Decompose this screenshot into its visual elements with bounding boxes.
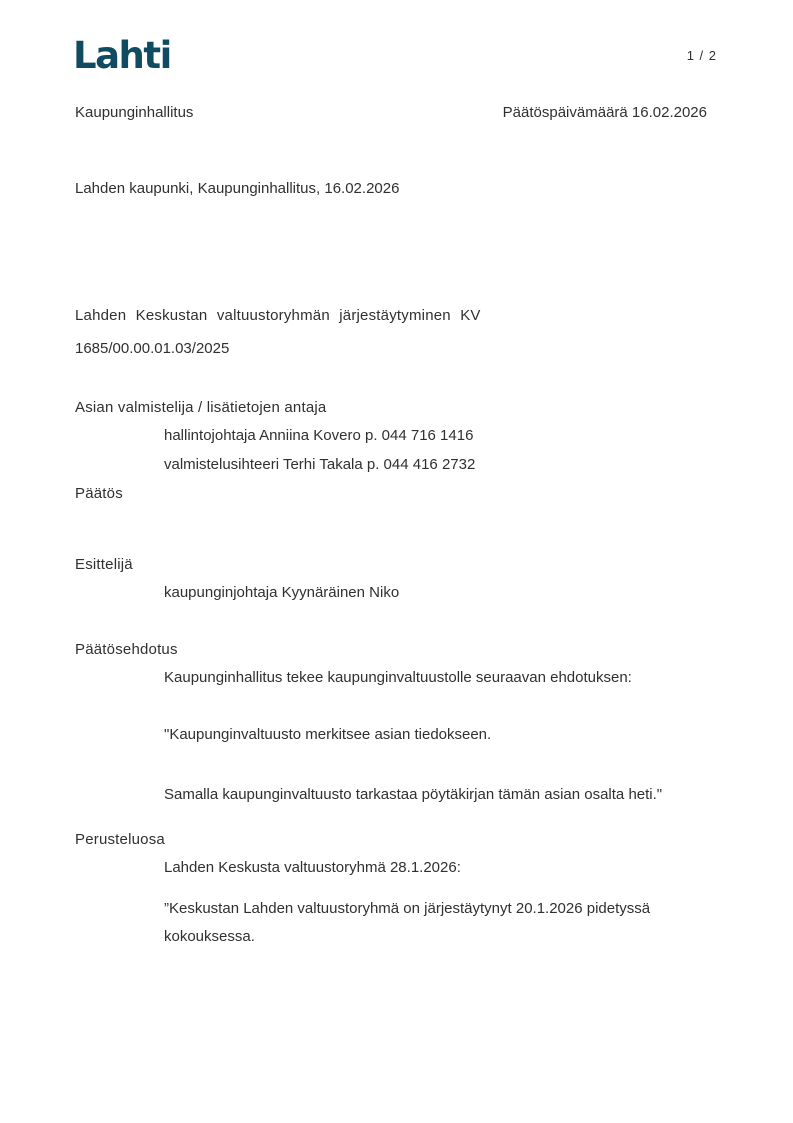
- case-reference: 1685/00.00.01.03/2025: [75, 340, 230, 357]
- preparer-line: valmistelusihteeri Terhi Takala p. 044 416 2732: [164, 456, 476, 473]
- section-label-decision: Päätös: [75, 485, 123, 502]
- rationale-line: Lahden Keskusta valtuustoryhmä 28.1.2026:: [164, 859, 461, 876]
- proposal-line: Kaupunginhallitus tekee kaupunginvaltuustolle seuraavan ehdotuksen:: [164, 669, 632, 686]
- lahti-logo: Lahti: [73, 34, 171, 77]
- section-label-presenter: Esittelijä: [75, 556, 133, 573]
- decision-date: Päätöspäivämäärä 16.02.2026: [502, 104, 707, 121]
- page-number: 1 / 2: [686, 48, 717, 63]
- proposal-line: Samalla kaupunginvaltuusto tarkastaa pöytäkirjan tämän asian osalta heti.": [164, 786, 663, 803]
- case-title: Lahden Keskustan valtuustoryhmän järjestäytyminen KV: [75, 307, 481, 324]
- proposal-line: "Kaupunginvaltuusto merkitsee asian tiedokseen.: [164, 726, 492, 743]
- rationale-line: ”Keskustan Lahden valtuustoryhmä on järjestäytynyt 20.1.2026 pidetyssä: [164, 900, 651, 917]
- preparer-line: hallintojohtaja Anniina Kovero p. 044 716 1416: [164, 427, 474, 444]
- document-subheader: Lahden kaupunki, Kaupunginhallitus, 16.02.2026: [75, 180, 400, 197]
- section-label-proposal: Päätösehdotus: [75, 641, 178, 658]
- section-label-rationale: Perusteluosa: [75, 831, 165, 848]
- presenter-line: kaupunginjohtaja Kyynäräinen Niko: [164, 584, 400, 601]
- committee-name: Kaupunginhallitus: [75, 104, 194, 121]
- rationale-line: kokouksessa.: [164, 928, 255, 945]
- section-label-preparer: Asian valmistelija / lisätietojen antaja: [75, 399, 327, 416]
